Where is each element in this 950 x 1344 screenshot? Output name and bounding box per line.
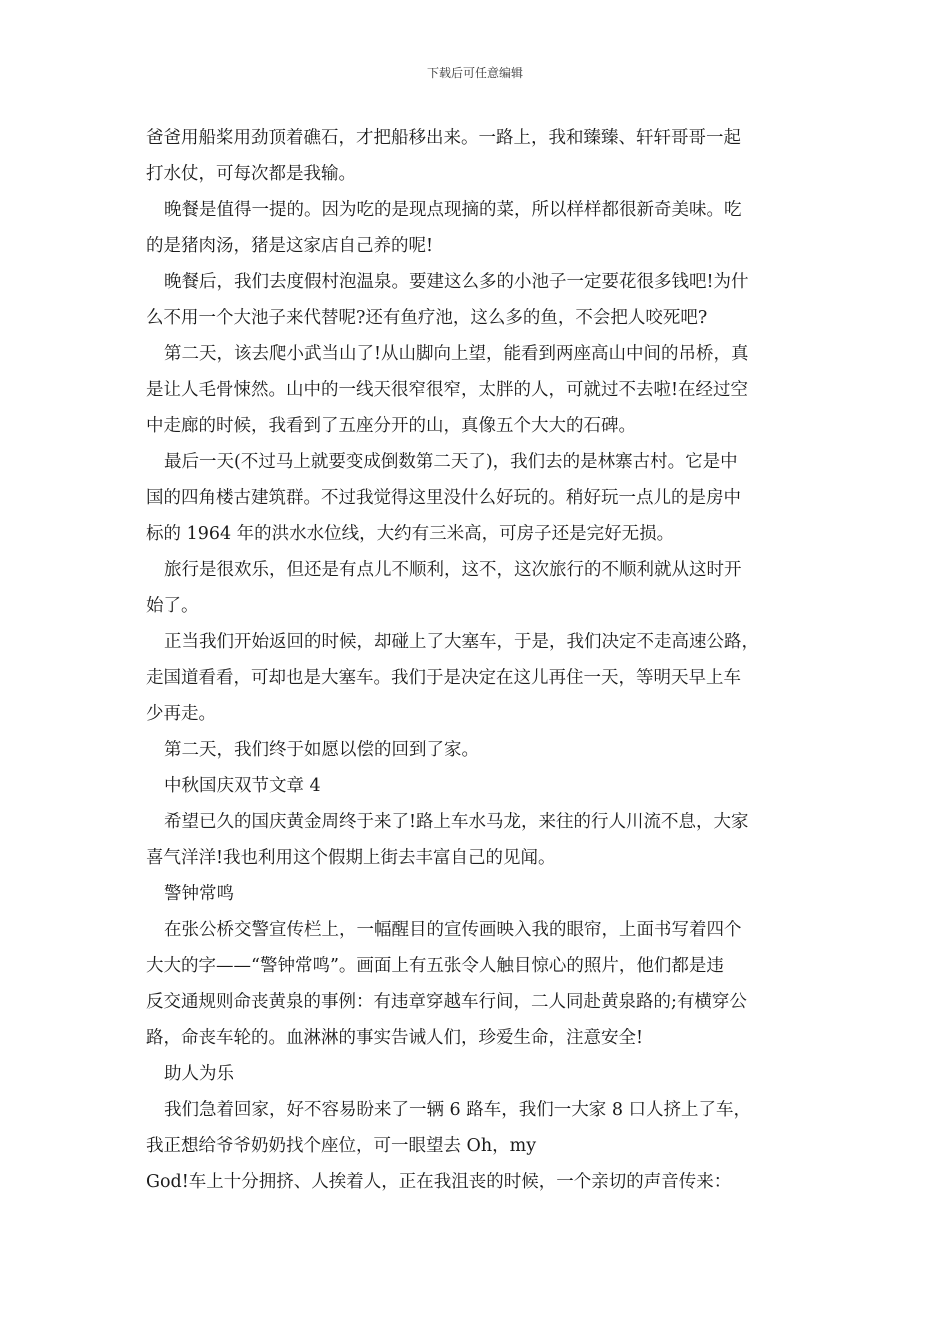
text-line: 反交通规则命丧黄泉的事例：有违章穿越车行间，二人同赴黄泉路的;有横穿公	[146, 992, 747, 1012]
document-body	[146, 120, 811, 1200]
text-line: 中秋国庆双节文章 4	[164, 776, 321, 796]
text-line: 晚餐后，我们去度假村泡温泉。要建这么多的小池子一定要花很多钱吧!为什	[164, 272, 749, 292]
text-line: 打水仗，可每次都是我输。	[146, 164, 356, 184]
text-line: 是让人毛骨悚然。山中的一线天很窄很窄，太胖的人，可就过不去啦!在经过空	[146, 380, 749, 400]
text-line: 最后一天(不过马上就要变成倒数第二天了)，我们去的是林寨古村。它是中	[164, 452, 738, 472]
text-line: 晚餐是值得一提的。因为吃的是现点现摘的菜，所以样样都很新奇美味。吃	[164, 200, 742, 220]
text-line: 大大的字——“警钟常鸣”。画面上有五张令人触目惊心的照片，他们都是违	[146, 956, 724, 976]
text-line: 我正想给爷爷奶奶找个座位，可一眼望去 Oh，my	[146, 1136, 537, 1156]
text-line: 始了。	[146, 596, 199, 616]
text-line: God!车上十分拥挤、人挨着人，正在我沮丧的时候，一个亲切的声音传来：	[146, 1172, 732, 1192]
text-line: 正当我们开始返回的时候，却碰上了大塞车，于是，我们决定不走高速公路，	[164, 632, 759, 652]
text-line: 少再走。	[146, 704, 216, 724]
text-line: 路，命丧车轮的。血淋淋的事实告诫人们，珍爱生命，注意安全!	[146, 1028, 644, 1048]
text-line: 第二天，该去爬小武当山了!从山脚向上望，能看到两座高山中间的吊桥，真	[164, 344, 749, 364]
text-line: 中走廊的时候，我看到了五座分开的山，真像五个大大的石碑。	[146, 416, 636, 436]
text-line: 希望已久的国庆黄金周终于来了!路上车水马龙，来往的行人川流不息，大家	[164, 812, 749, 832]
text-line: 第二天，我们终于如愿以偿的回到了家。	[164, 740, 479, 760]
text-line: 我们急着回家，好不容易盼来了一辆 6 路车，我们一大家 8 口人挤上了车，	[164, 1100, 752, 1120]
text-line: 在张公桥交警宣传栏上，一幅醒目的宣传画映入我的眼帘，上面书写着四个	[164, 920, 742, 940]
text-line: 么不用一个大池子来代替呢?还有鱼疗池，这么多的鱼，不会把人咬死吧?	[146, 308, 708, 328]
text-line: 助人为乐	[164, 1064, 234, 1084]
page-header: 下载后可任意编辑	[426, 66, 523, 80]
text-line: 国的四角楼古建筑群。不过我觉得这里没什么好玩的。稍好玩一点儿的是房中	[146, 488, 741, 508]
text-line: 标的 1964 年的洪水水位线，大约有三米高，可房子还是完好无损。	[146, 524, 675, 544]
text-line: 爸爸用船桨用劲顶着礁石，才把船移出来。一路上，我和臻臻、轩轩哥哥一起	[146, 128, 741, 148]
text-line: 警钟常鸣	[164, 884, 234, 904]
text-line: 喜气洋洋!我也利用这个假期上街去丰富自己的见闻。	[146, 848, 556, 868]
text-line: 旅行是很欢乐，但还是有点儿不顺利，这不，这次旅行的不顺利就从这时开	[164, 560, 742, 580]
text-line: 的是猪肉汤，猪是这家店自己养的呢!	[146, 236, 434, 256]
text-line: 走国道看看，可却也是大塞车。我们于是决定在这儿再住一天，等明天早上车	[146, 668, 741, 688]
